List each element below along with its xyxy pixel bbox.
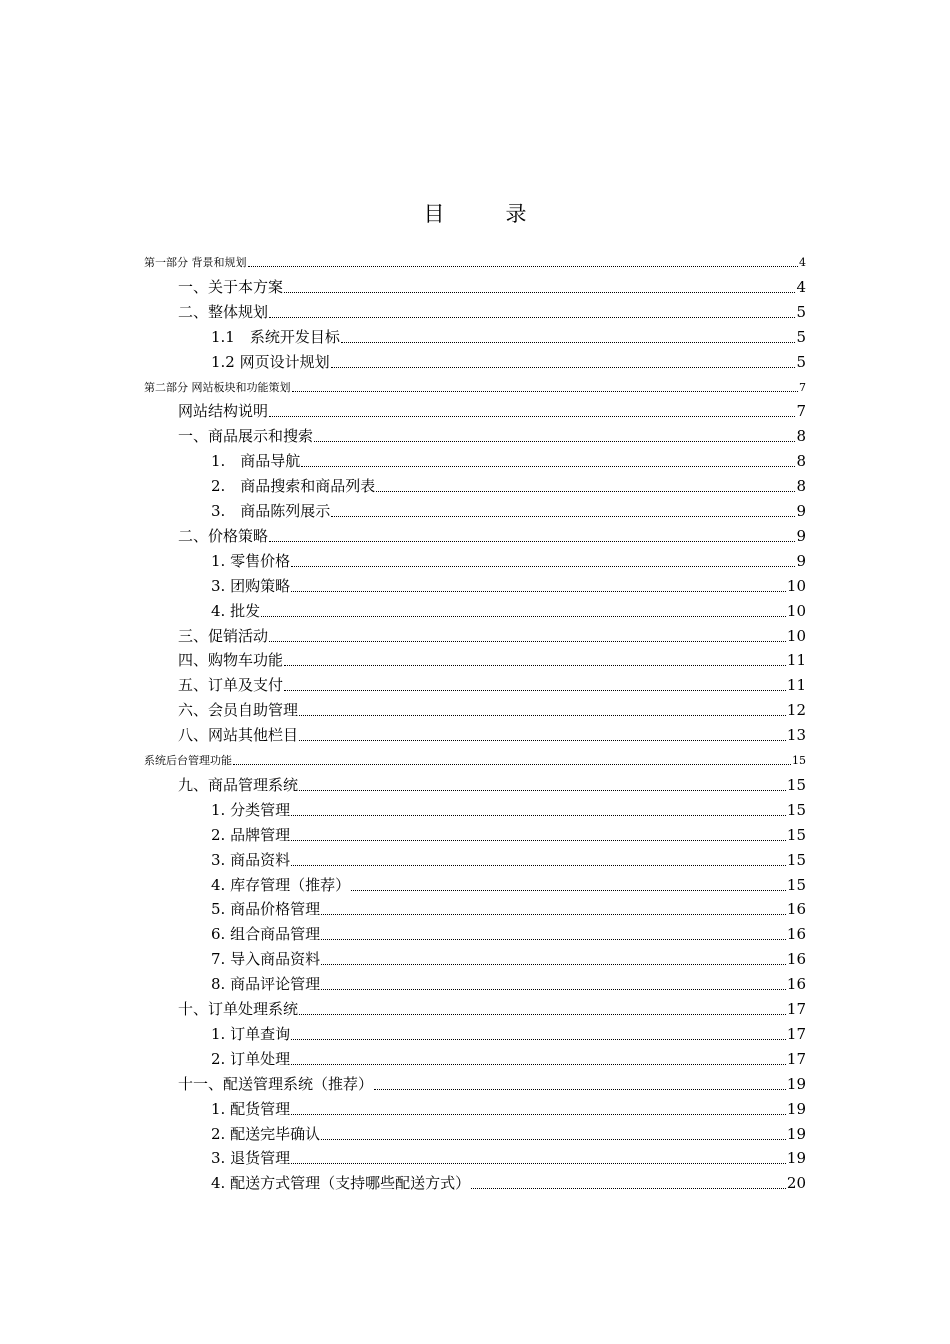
toc-dot-leader — [321, 914, 786, 915]
toc-dot-leader — [299, 740, 786, 741]
toc-page-number: 15 — [786, 850, 806, 869]
toc-entry[interactable] — [178, 401, 806, 421]
toc-entry-label: 十、订单处理系统 — [178, 1000, 299, 1018]
toc-entry-label: 4. 库存管理（推荐） — [211, 875, 351, 894]
toc-entry[interactable] — [178, 277, 806, 297]
toc-page-number: 19 — [786, 1149, 806, 1168]
toc-entry[interactable] — [211, 949, 806, 969]
toc-page-number: 13 — [786, 726, 806, 745]
toc-dot-leader — [233, 764, 791, 765]
toc-entry-label: 1. 分类管理 — [211, 800, 291, 819]
toc-page-number: 4 — [796, 277, 806, 296]
toc-page-number: 16 — [786, 925, 806, 944]
toc-page-number: 17 — [786, 1024, 806, 1043]
toc-entry-label: 十一、配送管理系统（推荐） — [178, 1074, 374, 1093]
toc-entry[interactable] — [144, 381, 806, 395]
toc-dot-leader — [291, 1064, 786, 1065]
toc-entry-label: 2. 品牌管理 — [211, 825, 291, 844]
toc-page-number: 17 — [786, 1049, 806, 1068]
toc-page-number: 5 — [796, 352, 806, 371]
toc-dot-leader — [269, 317, 795, 318]
toc-dot-leader — [291, 1163, 786, 1164]
toc-entry[interactable] — [178, 725, 806, 745]
toc-entry[interactable] — [211, 850, 806, 870]
toc-entry[interactable] — [178, 700, 806, 720]
toc-entry-label: 8. 商品评论管理 — [211, 975, 321, 994]
toc-entry-label: 一、商品展示和搜索 — [178, 427, 314, 446]
toc-page-number: 4 — [799, 256, 806, 269]
toc-page-number: 19 — [786, 1099, 806, 1118]
toc-page-number: 10 — [786, 601, 806, 620]
toc-page-number: 8 — [796, 477, 806, 496]
toc-entry[interactable] — [211, 1099, 806, 1119]
toc-entry[interactable] — [211, 1024, 806, 1044]
toc-entry-label: 4. 配送方式管理（支持哪些配送方式） — [211, 1174, 471, 1193]
toc-page-number: 16 — [786, 950, 806, 969]
toc-dot-leader — [291, 865, 786, 866]
toc-entry[interactable] — [178, 626, 806, 646]
toc-entry[interactable] — [211, 825, 806, 845]
toc-entry[interactable] — [178, 775, 806, 795]
toc-dot-leader — [291, 566, 795, 567]
toc-entry[interactable] — [211, 327, 806, 347]
toc-page-number: 15 — [786, 800, 806, 819]
toc-entry[interactable] — [211, 476, 806, 496]
toc-entry[interactable] — [211, 875, 806, 895]
toc-page-number: 15 — [786, 775, 806, 794]
toc-dot-leader — [321, 939, 786, 940]
toc-page-number: 10 — [786, 576, 806, 595]
toc-dot-leader — [341, 342, 796, 343]
toc-entry-label: 1. 订单查询 — [211, 1024, 291, 1043]
toc-entry[interactable] — [211, 800, 806, 820]
toc-page-number: 16 — [786, 900, 806, 919]
toc-dot-leader — [291, 840, 786, 841]
toc-entry-label: 二、价格策略 — [178, 526, 269, 545]
toc-dot-leader — [376, 491, 795, 492]
toc-page-number: 9 — [796, 526, 806, 545]
toc-page-number: 9 — [796, 551, 806, 570]
toc-entry[interactable] — [178, 675, 806, 695]
toc-entry-label: 网站结构说明 — [178, 402, 269, 421]
toc-page-number: 19 — [786, 1074, 806, 1093]
toc-dot-leader — [269, 541, 795, 542]
toc-entry[interactable] — [178, 650, 806, 670]
toc-entry-label: 六、会员自助管理 — [178, 701, 299, 720]
toc-dot-leader — [269, 641, 786, 642]
toc-page-number: 5 — [796, 302, 806, 321]
toc-entry[interactable] — [211, 501, 806, 521]
toc-dot-leader — [374, 1089, 786, 1090]
toc-page-number: 11 — [786, 651, 806, 670]
toc-page-number: 20 — [786, 1174, 806, 1193]
toc-page-number: 15 — [792, 754, 806, 767]
toc-page-number: 7 — [796, 402, 806, 421]
toc-dot-leader — [284, 665, 786, 666]
toc-page-number: 11 — [786, 676, 806, 695]
toc-entry[interactable] — [211, 899, 806, 919]
toc-dot-leader — [292, 391, 799, 392]
toc-entry-label: 6. 组合商品管理 — [211, 925, 321, 944]
toc-entry[interactable] — [211, 551, 806, 571]
toc-dot-leader — [299, 790, 786, 791]
toc-entry[interactable] — [211, 974, 806, 994]
toc-entry-label: 5. 商品价格管理 — [211, 900, 321, 919]
toc-page-number: 15 — [786, 875, 806, 894]
toc-entry-label: 1.2 网页设计规划 — [211, 352, 330, 371]
toc-entry-label: 1. 商品导航 — [211, 452, 301, 471]
toc-dot-leader — [261, 616, 786, 617]
toc-dot-leader — [314, 441, 795, 442]
toc-entry-label: 1. 配货管理 — [211, 1099, 291, 1118]
toc-entry-label: 三、促销活动 — [178, 626, 269, 645]
toc-dot-leader — [331, 367, 796, 368]
toc-page-number: 8 — [796, 427, 806, 446]
toc-entry[interactable] — [178, 526, 806, 546]
toc-entry-label: 八、网站其他栏目 — [178, 726, 299, 745]
toc-entry[interactable] — [178, 302, 806, 322]
toc-entry[interactable] — [211, 1124, 806, 1144]
toc-page-number: 12 — [786, 701, 806, 720]
toc-entry[interactable] — [211, 1049, 806, 1069]
toc-dot-leader — [248, 266, 799, 267]
toc-dot-leader — [299, 1014, 786, 1015]
toc-page-number: 5 — [796, 327, 806, 346]
toc-entry-label: 3. 退货管理 — [211, 1149, 291, 1168]
toc-entry[interactable] — [211, 352, 806, 372]
toc-entry-label: 第一部分 背景和规划 — [144, 256, 247, 269]
toc-dot-leader — [321, 964, 786, 965]
toc-page-number: 17 — [786, 1000, 806, 1018]
toc-entry[interactable] — [211, 924, 806, 944]
toc-entry-label: 2. 配送完毕确认 — [211, 1124, 321, 1143]
toc-entry-label: 7. 导入商品资料 — [211, 950, 321, 969]
toc-entry-label: 第二部分 网站板块和功能策划 — [144, 380, 291, 394]
toc-entry[interactable] — [178, 426, 806, 446]
toc-dot-leader — [351, 890, 786, 891]
toc-entry[interactable] — [178, 999, 806, 1019]
toc-entry[interactable] — [144, 754, 806, 768]
toc-dot-leader — [321, 1139, 786, 1140]
toc-entry-label: 3. 团购策略 — [211, 576, 291, 595]
toc-entry-label: 一、关于本方案 — [178, 277, 284, 296]
toc-dot-leader — [471, 1188, 786, 1189]
toc-entry[interactable] — [211, 576, 806, 596]
toc-entry-label: 九、商品管理系统 — [178, 775, 299, 794]
toc-page-number: 19 — [786, 1124, 806, 1143]
toc-dot-leader — [301, 466, 795, 467]
toc-dot-leader — [291, 815, 786, 816]
toc-page-number: 16 — [786, 975, 806, 994]
toc-dot-leader — [269, 416, 795, 417]
toc-dot-leader — [291, 1114, 786, 1115]
toc-entry-label: 3. 商品资料 — [211, 850, 291, 869]
toc-dot-leader — [291, 1039, 786, 1040]
toc-entry-label: 2. 订单处理 — [211, 1049, 291, 1068]
toc-dot-leader — [321, 989, 786, 990]
toc-entry-label: 四、购物车功能 — [178, 651, 284, 670]
toc-dot-leader — [299, 715, 786, 716]
toc-title: 目 录 — [423, 202, 547, 226]
toc-entry-label: 二、整体规划 — [178, 302, 269, 321]
toc-entry[interactable] — [211, 451, 806, 471]
toc-page-number: 7 — [799, 380, 806, 394]
toc-entry[interactable] — [211, 601, 806, 621]
toc-entry-label: 系统后台管理功能 — [144, 754, 232, 767]
toc-dot-leader — [331, 516, 795, 517]
toc-entry-label: 4. 批发 — [211, 601, 261, 620]
toc-page-number: 15 — [786, 825, 806, 844]
toc-entry-label: 1. 零售价格 — [211, 551, 291, 570]
toc-entry-label: 1.1 系统开发目标 — [211, 327, 340, 346]
toc-entry[interactable] — [211, 1148, 806, 1168]
toc-entry-label: 3. 商品陈列展示 — [211, 502, 331, 520]
toc-entry-label: 2. 商品搜索和商品列表 — [211, 477, 376, 496]
toc-entry-label: 五、订单及支付 — [178, 676, 284, 695]
toc-dot-leader — [284, 690, 786, 691]
toc-entry[interactable] — [144, 256, 806, 270]
toc-entry[interactable] — [211, 1173, 806, 1193]
toc-page-number: 10 — [786, 626, 806, 645]
toc-dot-leader — [284, 292, 795, 293]
toc-page-number: 8 — [796, 452, 806, 471]
toc-dot-leader — [291, 591, 786, 592]
toc-page-number: 9 — [796, 502, 806, 520]
toc-entry[interactable] — [178, 1074, 806, 1094]
